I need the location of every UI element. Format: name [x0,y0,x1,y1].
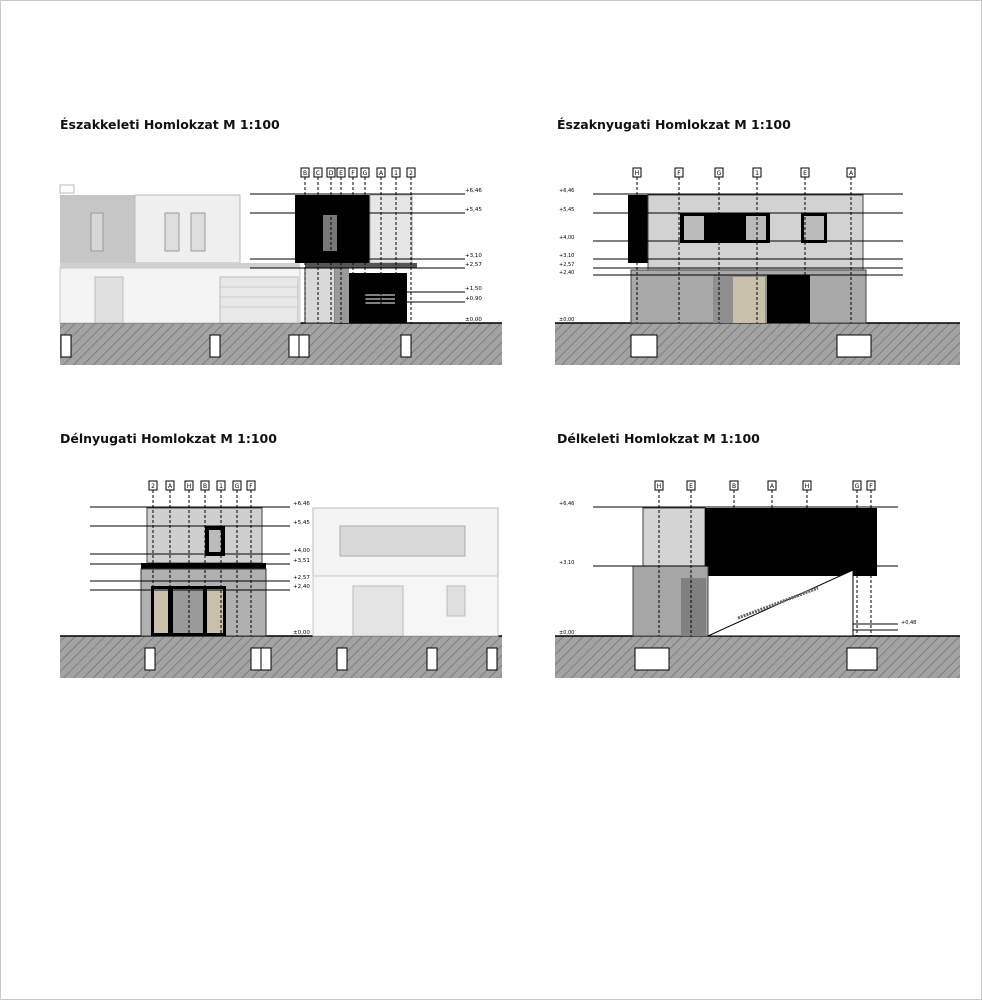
level-label: +2,57 [293,575,310,581]
grid-tag: F [249,483,253,490]
elevation-title-southwest: Délnyugati Homlokzat M 1:100 [60,431,277,446]
elevation-drawing-northwest [553,165,963,370]
grid-tag: F [677,170,681,177]
grid-tag: A [378,170,384,177]
grid-tag: H [634,170,640,177]
grid-tag: E [339,170,343,177]
level-label: +6,46 [559,188,575,194]
grid-tag: E [803,170,807,177]
grid-tag: C [315,170,321,177]
grid-tag: 1 [755,170,759,177]
grid-tag: A [848,170,854,177]
ground-hatch [60,323,502,365]
level-label: +3,10 [559,560,575,566]
grid-tag: F [869,483,873,490]
level-label: +1,50 [465,286,482,292]
grid-tag: B [302,170,308,177]
elevation-drawing-southeast [553,478,963,683]
level-label: +2,40 [559,270,575,276]
level-label: +3,51 [293,558,310,564]
grid-tag: G [716,170,722,177]
grid-tag: B [202,483,208,490]
grid-tag: A [769,483,775,490]
grid-tag: D [328,170,334,177]
grid-tag: G [362,170,368,177]
grid-tag: H [186,483,192,490]
grid-tag: 1 [219,483,223,490]
level-label: +5,45 [559,207,575,213]
level-label: +2,57 [559,262,575,268]
grid-tag: G [854,483,860,490]
grid-tag: 2 [151,483,155,490]
elevation-drawing-southwest [55,478,505,683]
level-label: +3,10 [465,253,482,259]
grid-tag: 2 [409,170,413,177]
elevation-title-southeast: Délkeleti Homlokzat M 1:100 [557,431,760,446]
grid-tag: H [804,483,810,490]
grid-tag: A [167,483,173,490]
level-label: +2,40 [293,584,310,590]
level-label: +0,48 [901,620,917,626]
level-label: +4,00 [293,548,310,554]
grid-tag: 1 [394,170,398,177]
elevation-title-northeast: Északkeleti Homlokzat M 1:100 [60,117,280,132]
level-label: ±0,00 [293,630,310,636]
level-label: +3,10 [559,253,575,259]
level-label: +0,90 [465,296,482,302]
grid-tag: H [656,483,662,490]
ground-hatch [555,323,960,365]
level-label: +2,57 [465,262,482,268]
level-label: ±0,00 [465,317,482,323]
level-label: ±0,00 [559,630,575,636]
level-label: +6,46 [559,501,575,507]
level-label: ±0,00 [559,317,575,323]
level-label: +6,46 [465,188,482,194]
grid-tag: G [234,483,240,490]
level-label: +5,45 [465,207,482,213]
level-label: +4,00 [559,235,575,241]
elevation-drawing-northeast [55,165,505,370]
elevation-title-northwest: Északnyugati Homlokzat M 1:100 [557,117,791,132]
grid-tag: E [689,483,693,490]
ground-hatch [555,636,960,678]
grid-tag: B [731,483,737,490]
grid-tag: F [351,170,355,177]
level-label: +6,46 [293,501,310,507]
level-label: +5,45 [293,520,310,526]
